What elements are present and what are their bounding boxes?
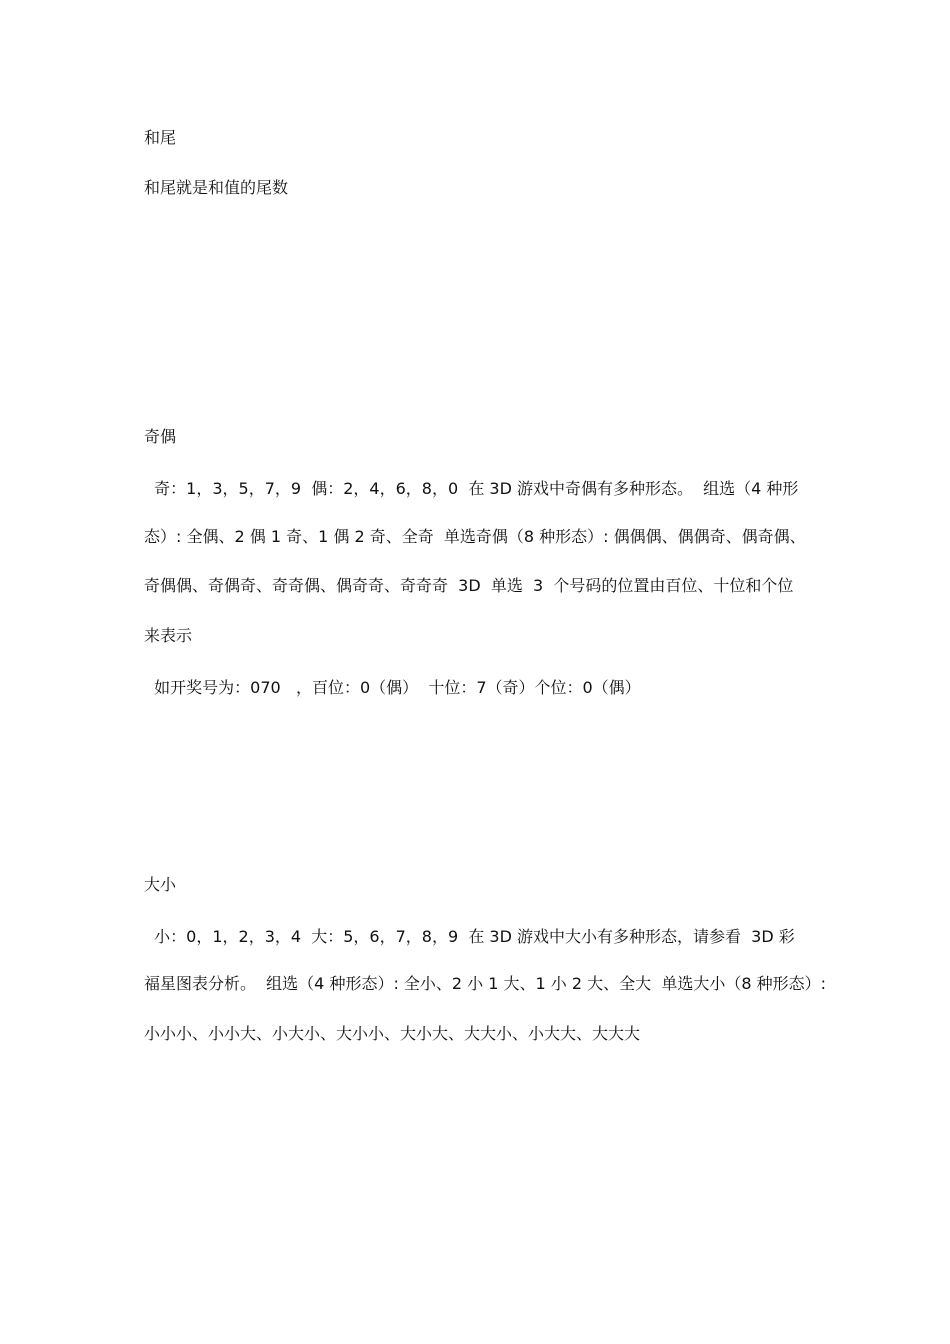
daxiao-paragraph-line-2: 福星图表分析。 组选（4 种形态）: 全小、2 小 1 大、1 小 2 大、全大 单选大小（8 种形态）: bbox=[144, 974, 826, 993]
hewei-definition: 和尾就是和值的尾数 bbox=[144, 178, 289, 197]
jiou-paragraph-line-2: 态）: 全偶、2 偶 1 奇、1 偶 2 奇、全奇 单选奇偶（8 种形态）: 偶偶偶、偶偶奇、偶奇偶、 bbox=[144, 527, 806, 546]
jiou-paragraph-line-4: 来表示 bbox=[144, 626, 193, 645]
daxiao-paragraph-line-3: 小小小、小小大、小大小、大小小、大小大、大大小、小大大、大大大 bbox=[144, 1024, 641, 1043]
section-heading-hewei: 和尾 bbox=[144, 128, 177, 147]
jiou-paragraph-line-1: 奇：1，3，5，7，9 偶：2，4，6，8，0 在 3D 游戏中奇偶有多种形态。 组选（4 种形 bbox=[144, 479, 799, 498]
jiou-example-line: 如开奖号为：070 ，百位：0（偶） 十位：7（奇）个位：0（偶） bbox=[144, 678, 641, 697]
section-heading-jiou: 奇偶 bbox=[144, 427, 177, 446]
daxiao-paragraph-line-1: 小：0，1，2，3，4 大：5，6，7，8，9 在 3D 游戏中大小有多种形态，请参看 3D 彩 bbox=[144, 927, 795, 946]
section-heading-daxiao: 大小 bbox=[144, 875, 177, 894]
jiou-paragraph-line-3: 奇偶偶、奇偶奇、奇奇偶、偶奇奇、奇奇奇 3D 单选 3 个号码的位置由百位、十位和个位 bbox=[144, 576, 794, 595]
